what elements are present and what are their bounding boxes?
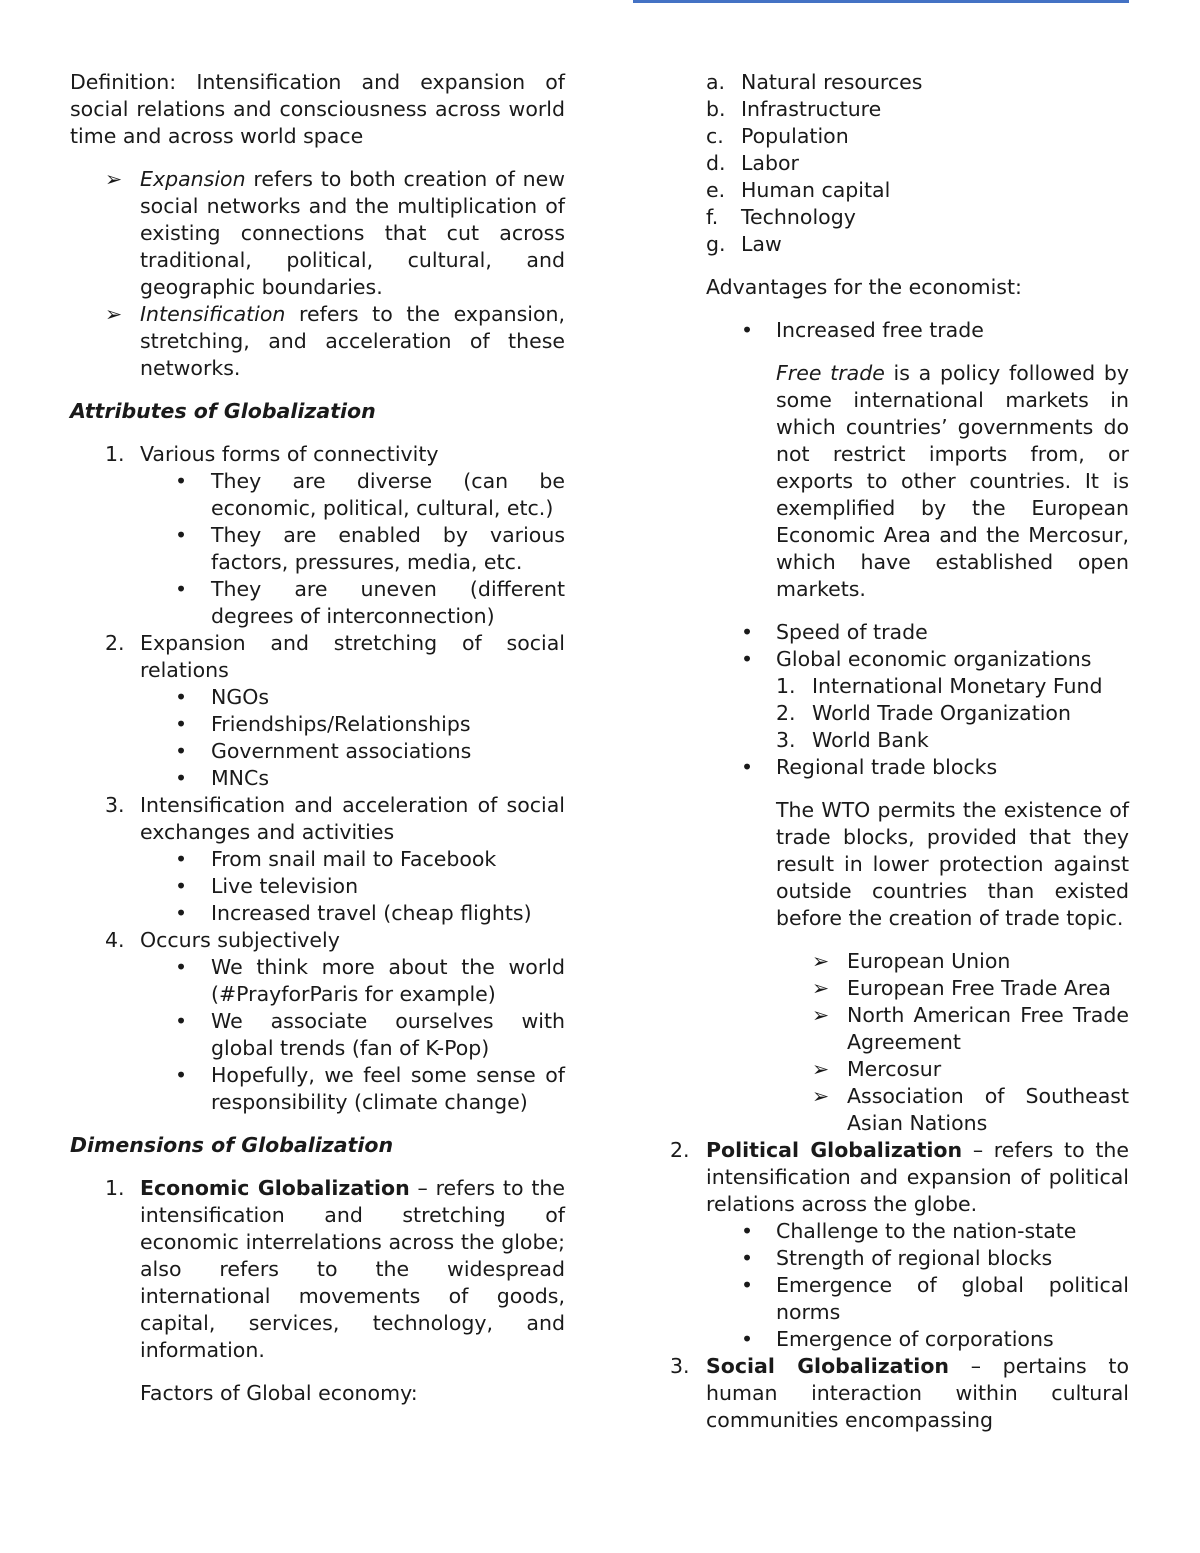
arrow-bullet-icon: ➢ [812, 1084, 830, 1108]
bullet-icon: • [175, 847, 188, 871]
bullet-icon: • [175, 712, 188, 736]
bullet-icon: • [175, 874, 188, 898]
bullet-item: • Strength of regional blocks [741, 1246, 1053, 1270]
list-item: b. Infrastructure [706, 97, 882, 121]
bullet-icon: • [741, 1246, 754, 1270]
list-item: g. Law [706, 232, 782, 256]
factors-label: Factors of Global economy: [140, 1381, 418, 1405]
list-item: d. Labor [706, 151, 799, 175]
bullet-item: • They are diverse (can be economic, political, cultural, etc.) [175, 469, 565, 520]
list-item: 3. World Bank [776, 728, 929, 752]
bullet-item: • Emergence of corporations [741, 1327, 1054, 1351]
bullet-icon: • [741, 755, 754, 779]
definition-points [70, 166, 565, 382]
list-item: 3. Intensification and acceleration of social exchanges and activities [105, 793, 565, 844]
header-accent-bar [633, 0, 1129, 3]
list-item: 2. World Trade Organization [776, 701, 1071, 725]
economic-title: Economic Globalization [140, 1176, 410, 1200]
list-item: ➢ Mercosur [812, 1057, 942, 1081]
arrow-bullet-icon: ➢ [812, 976, 830, 1000]
bullet-item: • From snail mail to Facebook [175, 847, 497, 871]
list-item: ➢ European Union [812, 949, 1011, 973]
bullet-icon: • [741, 1219, 754, 1243]
list-item: 1. Various forms of connectivity [105, 442, 439, 466]
social-title: Social Globalization [706, 1354, 949, 1378]
term: Free trade [776, 361, 885, 385]
list-item: ➢ Expansion refers to both creation of new social networks and the multiplication of existing connections that cut across traditional, political, cultural, and geographic boundaries. [105, 167, 565, 299]
attributes-heading: Attributes of Globalization [70, 399, 376, 423]
bullet-icon: • [741, 1327, 754, 1351]
arrow-bullet-icon: ➢ [812, 1057, 830, 1081]
bullet-item: • We think more about the world (#PrayforParis for example) [175, 955, 565, 1006]
attributes-list [70, 441, 565, 1116]
advantages-list [706, 619, 1129, 781]
bullet-item: • Live television [175, 874, 359, 898]
bullet-item: • MNCs [175, 766, 270, 790]
term: Expansion [140, 167, 246, 191]
list-item: 4. Occurs subjectively [105, 928, 340, 952]
bullet-item: • Friendships/Relationships [175, 712, 471, 736]
bullet-icon: • [175, 766, 188, 790]
political-title: Political Globalization [706, 1138, 963, 1162]
bullet-item: • NGOs [175, 685, 270, 709]
bullet-item: • They are uneven (different degrees of interconnection) [175, 577, 565, 628]
list-item: 2. Expansion and stretching of social relations [105, 631, 565, 682]
bullet-item: • We associate ourselves with global trends (fan of K-Pop) [175, 1009, 565, 1060]
list-item: ➢ Association of Southeast Asian Nations [812, 1084, 1129, 1135]
list-item: e. Human capital [706, 178, 891, 202]
free-trade-paragraph: Free trade is a policy followed by some international markets in which countries’ governments do not restrict imports from, or exports to other countries. It is exemplified by the European Economic Area and the Mercosur, which have established open markets. [776, 361, 1129, 601]
list-item: ➢ North American Free Trade Agreement [812, 1003, 1129, 1054]
arrow-bullet-icon: ➢ [812, 949, 830, 973]
bullet-icon: • [175, 1009, 188, 1033]
list-item: ➢ Intensification refers to the expansion, stretching, and acceleration of these networks. [105, 302, 565, 380]
political-globalization-item: 2. Political Globalization – refers to the intensification and expansion of political relations across the globe. [670, 1138, 1129, 1216]
bullet-item: • Speed of trade [741, 620, 928, 644]
bullet-item: • Government associations [175, 739, 472, 763]
bullet-item: • They are enabled by various factors, pressures, media, etc. [175, 523, 565, 574]
bullet-item: • Global economic organizations [741, 647, 1092, 671]
economic-globalization-item: 1. Economic Globalization – refers to the intensification and stretching of economic interrelations across the globe; also refers to the widespread international movements of goods, capital, services, technology, and information. [105, 1176, 565, 1362]
bullet-item: • Increased travel (cheap flights) [175, 901, 532, 925]
term: Intensification [140, 302, 286, 326]
list-item: 1. International Monetary Fund [776, 674, 1103, 698]
bullet-icon: • [741, 318, 754, 342]
bullet-icon: • [175, 685, 188, 709]
list-item: f. Technology [706, 205, 856, 229]
advantages-label: Advantages for the economist: [706, 275, 1022, 299]
bullet-item: • Challenge to the nation-state [741, 1219, 1077, 1243]
bullet-icon: • [175, 1063, 188, 1087]
bullet-item: • Hopefully, we feel some sense of responsibility (climate change) [175, 1063, 565, 1114]
bullet-icon: • [175, 955, 188, 979]
bullet-icon: • [175, 469, 188, 493]
left-column [70, 69, 565, 1407]
bullet-item: • Regional trade blocks [741, 755, 998, 779]
trade-blocks-list [706, 948, 1129, 1137]
wto-paragraph: The WTO permits the existence of trade blocks, provided that they result in lower protection against outside countries than existed before the creation of trade topic. [776, 798, 1129, 930]
arrow-bullet-icon: ➢ [105, 302, 123, 326]
bullet-icon: • [741, 1273, 754, 1297]
factors-list [706, 69, 1129, 258]
bullet-icon: • [175, 739, 188, 763]
bullet-icon: • [175, 901, 188, 925]
political-bullets [706, 1218, 1129, 1353]
arrow-bullet-icon: ➢ [105, 167, 123, 191]
bullet-item: • Increased free trade [741, 318, 984, 342]
list-item: a. Natural resources [706, 70, 923, 94]
bullet-icon: • [175, 577, 188, 601]
bullet-item: • Emergence of global political norms [741, 1273, 1129, 1324]
right-column [670, 69, 1129, 1434]
arrow-bullet-icon: ➢ [812, 1003, 830, 1027]
bullet-icon: • [175, 523, 188, 547]
list-item: ➢ European Free Trade Area [812, 976, 1111, 1000]
bullet-icon: • [741, 620, 754, 644]
dimensions-heading: Dimensions of Globalization [70, 1133, 394, 1157]
list-item: c. Population [706, 124, 849, 148]
social-globalization-item: 3. Social Globalization – pertains to human interaction within cultural communities encompassing [670, 1354, 1129, 1432]
definition-paragraph: Definition: Intensification and expansion of social relations and consciousness across world time and across world space [70, 70, 565, 148]
bullet-icon: • [741, 647, 754, 671]
